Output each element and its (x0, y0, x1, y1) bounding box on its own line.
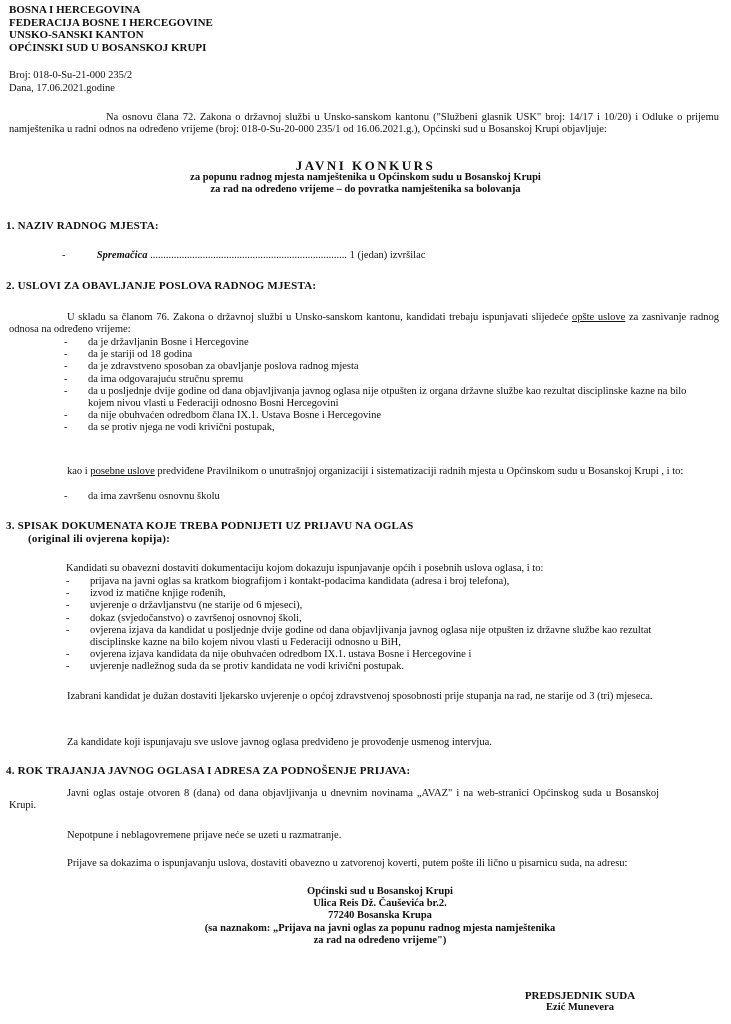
list-item: - uvjerenje o državljanstvu (ne starije od 6 mjeseci), (66, 600, 696, 612)
title-main: JAVNI KONKURS (295, 158, 436, 173)
intro-paragraph: Na osnovu člana 72. Zakona o državnoj službi u Unsko-sanskom kantonu ("Službeni glasnik USK" broj: 14/17 i 10/20) i Odluke o prijemu namještenika u radni odnos na određeno vrijeme (broj: 018-0-Su-20-000 235/1 od 16.06.2021.g.), Općinski sud u Bosanskoj Krupi objavljuje: (9, 112, 719, 136)
header-line-4: OPĆINSKI SUD U BOSANSKOJ KRUPI (9, 41, 207, 54)
list-item: - da se protiv njega ne vodi krivični postupak, (64, 422, 704, 434)
list-item: - ovjerena izjava da kandidat u posljednje dvije godine od dana objavljivanja javnog oglasa nije otpušten iz državne službe kao rezultat disciplinske kazne na bilo kojem nivou vlasti u Federaciji odnosno u BiH, (66, 625, 696, 649)
documents-list (66, 576, 696, 674)
document-date: Dana, 17.06.2021.godine (9, 83, 115, 94)
s2p1-text-b: za zasnivanje radnog odnosa na određeno vrijeme: (9, 312, 720, 336)
court-header (9, 4, 369, 54)
position-name: Spremačica (96, 250, 148, 261)
list-item: - ovjerena izjava kandidata da nije obuhvaćen odredbom IX.1. ustava Bosne i Hercegovine i (66, 649, 696, 661)
list-item: - da je zdravstveno sposoban za obavljanje poslova radnog mjesta (64, 361, 704, 373)
section-2-paragraph-1 (9, 312, 719, 336)
list-item: - dokaz (svjedočanstvo) o završenoj osnovnoj školi, (66, 613, 696, 625)
address-line-2: Ulica Reis Dž. Čauševića br.2. (313, 898, 447, 910)
list-item: - da je državljanin Bosne i Hercegovine (64, 337, 704, 349)
general-conditions-list (64, 337, 704, 435)
general-conditions-label: opšte uslove (572, 312, 626, 323)
header-line-1: BOSNA I HERCEGOVINA (9, 4, 141, 16)
list-item: - da ima završenu osnovnu školu (64, 491, 704, 503)
section-4-paragraph-3: Prijave sa dokazima o ispunjavanju uslova, dostaviti obavezno u zatvorenoj koverti, putem pošte ili lično u pisarnicu suda, na adresu: (67, 858, 628, 869)
position-dots: ........................................................................... (150, 250, 347, 261)
header-line-2: FEDERACIJA BOSNE I HERCEGOVINE (9, 16, 213, 29)
signature-name: Ezić Munevera (546, 1002, 614, 1014)
title-sub-1: za popunu radnog mjesta namještenika u Općinskom sudu u Bosanskoj Krupi (190, 172, 541, 184)
section-3-paragraph-3: Za kandidate koji ispunjavaju sve uslove javnog oglasa predviđeno je provođenje usmenog intervjua. (67, 737, 492, 748)
court-address (100, 886, 660, 947)
reference-number: Broj: 018-0-Su-21-000 235/2 (9, 70, 133, 81)
s2p1-text-a: U skladu sa članom 76. Zakona o državnoj službi u Unsko-sanskom kantonu, kandidati trebaju ispunjavati slijedeće (67, 312, 569, 323)
list-item: - da nije obuhvaćen odredbom člana IX.1. Ustava Bosne i Hercegovine (64, 410, 704, 422)
section-2-title: 2. USLOVI ZA OBAVLJANJE POSLOVA RADNOG MJESTA: (6, 280, 317, 292)
section-4-title: 4. ROK TRAJANJA JAVNOG OGLASA I ADRESA ZA PODNOŠENJE PRIJAVA: (6, 765, 411, 777)
s2p2-text-a: kao i (67, 466, 88, 477)
list-item: - prijava na javni oglas sa kratkom biografijom i kontakt-podacima kandidata (adresa i broj telefona), (66, 576, 696, 588)
list-item: - da u posljednje dvije godine od dana objavljivanja javnog oglasa nije otpušten iz organa državne službe kao rezultat disciplinske kazne na bilo kojem nivou vlasti u Federaciji odnosno Bosni Hercegovini (64, 386, 704, 410)
list-item: - uvjerenje nadležnog suda da se protiv kandidata ne vodi krivični postupak. (66, 661, 696, 673)
position-dash: - (62, 250, 66, 261)
section-1-title: 1. NAZIV RADNOG MJESTA: (6, 220, 159, 232)
header-line-3: UNSKO-SANSKI KANTON (9, 29, 144, 41)
list-item: - da ima odgovarajuću stručnu spremu (64, 374, 704, 386)
position-count: 1 (jedan) izvršilac (349, 250, 426, 261)
special-conditions-label: posebne uslove (90, 466, 155, 477)
section-3-subtitle: (original ili ovjerena kopija): (28, 533, 170, 545)
signature-block (480, 990, 680, 1014)
list-item: - izvod iz matične knjige rođenih, (66, 588, 696, 600)
section-4-paragraph-2: Nepotpune i neblagovremene prijave neće se uzeti u razmatranje. (67, 830, 342, 841)
s2p2-text-b: predviđene Pravilnikom o unutrašnjoj organizaciji i sistematizaciji radnih mjesta u Općinskom sudu u Bosanskoj Krupi , i to: (157, 466, 684, 477)
section-3-title: 3. SPISAK DOKUMENATA KOJE TREBA PODNIJETI UZ PRIJAVU NA OGLAS (6, 520, 414, 532)
address-line-3: 77240 Bosanska Krupa (328, 910, 432, 922)
signature-role: PREDSJEDNIK SUDA (524, 990, 636, 1002)
section-3-paragraph: Kandidati su obavezni dostaviti dokumentaciju kojom dokazuju ispunjavanje općih i posebnih uslova oglasa, i to: (66, 563, 544, 574)
special-conditions-list (64, 491, 704, 503)
section-2-paragraph-2 (9, 466, 719, 478)
address-line-4: (sa naznakom: „Prijava na javni oglas za popunu radnog mjesta namještenika (204, 922, 556, 934)
section-3-paragraph-2: Izabrani kandidat je dužan dostaviti ljekarsko uvjerenje o općoj zdravstvenoj sposobnosti prije stupanja na rad, ne starije od 3 (tri) mjeseca. (67, 691, 653, 702)
position-row (62, 250, 702, 262)
title-sub-2: za rad na određeno vrijeme – do povratka namještenika sa bolovanja (210, 184, 521, 196)
address-line-5: za rad na određeno vrijeme") (313, 934, 447, 946)
address-line-1: Općinski sud u Bosanskoj Krupi (307, 886, 453, 897)
list-item: - da je stariji od 18 godina (64, 349, 704, 361)
document-title (0, 160, 731, 197)
section-4-paragraph-1: Javni oglas ostaje otvoren 8 (dana) od dana objavljivanja u dnevnim novinama „AVAZ" i na web-stranici Općinskog suda u Bosanskoj Krupi. (9, 788, 659, 812)
